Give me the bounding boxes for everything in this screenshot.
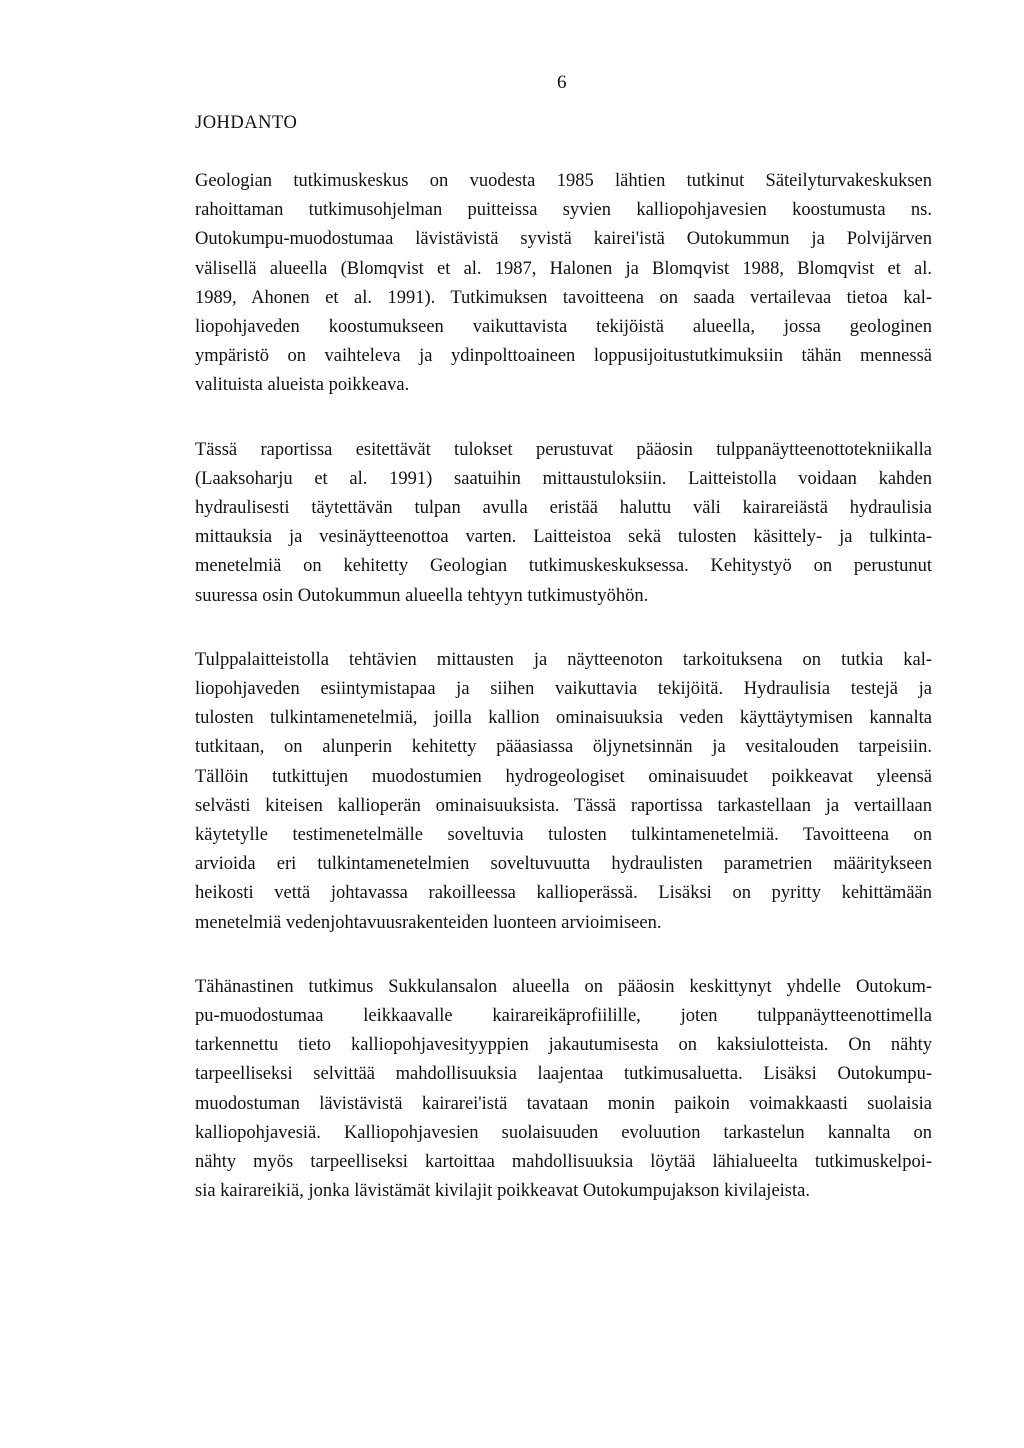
text-line: välisellä alueella (Blomqvist et al. 1987, Halonen ja Blomqvist 1988, Blomqvist et al. xyxy=(195,258,932,279)
text-line: mittauksia ja vesinäytteenottoa varten. Laitteistoa sekä tulosten käsittely- ja tulkinta- xyxy=(195,527,932,548)
text-line: rahoittaman tutkimusohjelman puitteissa syvien kalliopohjavesien koostumusta ns. xyxy=(195,200,932,221)
section-heading: JOHDANTO xyxy=(195,113,298,133)
text-line: nähty myös tarpeelliseksi kartoittaa mahdollisuuksia löytää lähialueelta tutkimuskelpoi- xyxy=(195,1152,932,1173)
body-text xyxy=(195,167,932,1242)
text-line: muodostuman lävistävistä kairarei'istä tavataan monin paikoin voimakkaasti suolaisia xyxy=(195,1093,932,1114)
text-line: sia kairareikiä, jonka lävistämät kivilajit poikkeavat Outokumpujakson kivilajeista. xyxy=(195,1181,810,1202)
page-number: 6 xyxy=(557,72,567,93)
text-line: selvästi kiteisen kallioperän ominaisuuksista. Tässä raportissa tarkastellaan ja vertaillaan xyxy=(195,795,932,816)
text-line: Outokumpu-muodostumaa lävistävistä syvistä kairei'istä Outokummun ja Polvijärven xyxy=(195,229,932,250)
text-line: valituista alueista poikkeava. xyxy=(195,375,410,396)
text-line: tutkitaan, on alunperin kehitetty pääasiassa öljynetsinnän ja vesitalouden tarpeisiin. xyxy=(195,737,932,758)
paragraph-3 xyxy=(195,646,932,938)
text-line: Tässä raportissa esitettävät tulokset perustuvat pääosin tulppanäytteenottotekniikalla xyxy=(195,439,932,460)
text-line: liopohjaveden esiintymistapaa ja siihen vaikuttavia tekijöitä. Hydraulisia testejä ja xyxy=(195,679,932,700)
text-line: suuressa osin Outokummun alueella tehtyyn tutkimustyöhön. xyxy=(195,585,649,606)
text-line: käytetylle testimenetelmälle soveltuvia tulosten tulkintamenetelmiä. Tavoitteena on xyxy=(195,825,932,846)
text-line: menetelmiä vedenjohtavuusrakenteiden luonteen arvioimiseen. xyxy=(195,912,662,933)
text-line: pu-muodostumaa leikkaavalle kairareikäprofiilille, joten tulppanäytteenottimella xyxy=(195,1006,932,1027)
text-line: 1989, Ahonen et al. 1991). Tutkimuksen tavoitteena on saada vertailevaa tietoa kal- xyxy=(195,287,932,308)
text-line: tarkennettu tieto kalliopohjavesityyppien jakautumisesta on kaksiulotteista. On nähty xyxy=(195,1035,932,1056)
text-line: liopohjaveden koostumukseen vaikuttavista tekijöistä alueella, jossa geologinen xyxy=(195,317,932,338)
text-line: tulosten tulkintamenetelmiä, joilla kallion ominaisuuksia veden käyttäytymisen kannalta xyxy=(195,708,932,729)
text-line: Tähänastinen tutkimus Sukkulansalon alueella on pääosin keskittynyt yhdelle Outokum- xyxy=(195,976,932,997)
text-line: tarpeelliseksi selvittää mahdollisuuksia laajentaa tutkimusaluetta. Lisäksi Outokumpu- xyxy=(195,1064,932,1085)
text-line: Geologian tutkimuskeskus on vuodesta 1985 lähtien tutkinut Säteilyturvakeskuksen xyxy=(195,171,932,191)
text-line: hydraulisesti täytettävän tulpan avulla eristää haluttu väli kairareiästä hydraulisia xyxy=(195,498,932,519)
text-line: (Laaksoharju et al. 1991) saatuihin mittaustuloksiin. Laitteistolla voidaan kahden xyxy=(195,468,932,489)
text-line: heikosti vettä johtavassa rakoilleessa kallioperässä. Lisäksi on pyritty kehittämään xyxy=(195,883,932,904)
text-line: kalliopohjavesiä. Kalliopohjavesien suolaisuuden evoluution tarkastelun kannalta on xyxy=(195,1122,932,1143)
paragraph-2 xyxy=(195,436,932,611)
text-line: arvioida eri tulkintamenetelmien soveltuvuutta hydraulisten parametrien määritykseen xyxy=(195,854,932,875)
paragraph-4 xyxy=(195,973,932,1207)
text-line: menetelmiä on kehitetty Geologian tutkimuskeskuksessa. Kehitystyö on perustunut xyxy=(195,556,932,577)
text-line: Tulppalaitteistolla tehtävien mittausten ja näytteenoton tarkoituksena on tutkia kal- xyxy=(195,649,932,670)
paragraph-1 xyxy=(195,167,932,401)
text-line: Tällöin tutkittujen muodostumien hydrogeologiset ominaisuudet poikkeavat yleensä xyxy=(195,766,932,787)
text-line: ympäristö on vaihteleva ja ydinpolttoaineen loppusijoitustutkimuksiin tähän mennessä xyxy=(195,346,932,367)
